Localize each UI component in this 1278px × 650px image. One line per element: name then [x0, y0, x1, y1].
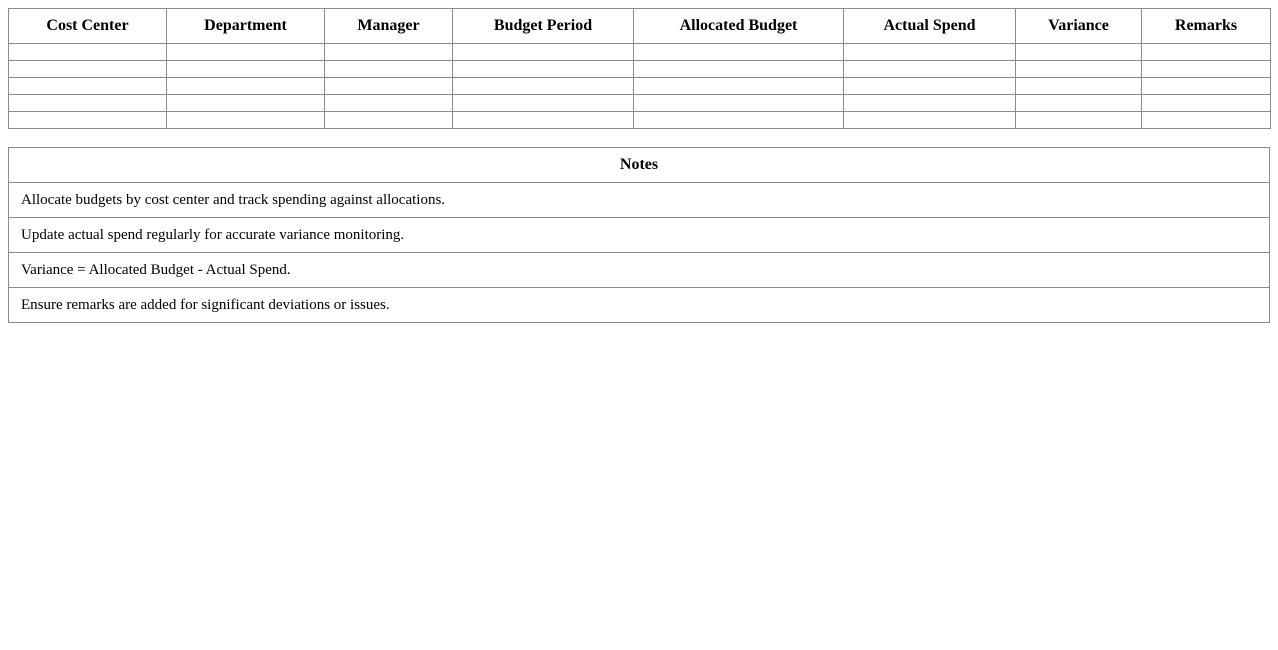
table-cell[interactable] [634, 112, 844, 129]
note-item: Allocate budgets by cost center and track spending against allocations. [9, 183, 1270, 218]
table-cell[interactable] [9, 61, 167, 78]
note-item: Update actual spend regularly for accurate variance monitoring. [9, 218, 1270, 253]
document-body [8, 8, 1270, 323]
table-cell[interactable] [634, 61, 844, 78]
table-cell[interactable] [1016, 44, 1142, 61]
note-item: Variance = Allocated Budget - Actual Spend. [9, 253, 1270, 288]
table-cell[interactable] [325, 61, 453, 78]
note-row [9, 253, 1270, 288]
table-cell[interactable] [634, 95, 844, 112]
table-cell[interactable] [453, 112, 634, 129]
header-row [9, 9, 1271, 44]
table-row [9, 78, 1271, 95]
notes-table [8, 147, 1270, 323]
table-cell[interactable] [453, 44, 634, 61]
table-cell[interactable] [1016, 95, 1142, 112]
column-header-actual-spend: Actual Spend [844, 9, 1016, 44]
table-cell[interactable] [634, 44, 844, 61]
table-cell[interactable] [167, 95, 325, 112]
table-cell[interactable] [1142, 61, 1271, 78]
note-item: Ensure remarks are added for significant deviations or issues. [9, 288, 1270, 323]
column-header-allocated-budget: Allocated Budget [634, 9, 844, 44]
table-cell[interactable] [453, 78, 634, 95]
table-cell[interactable] [1142, 112, 1271, 129]
table-cell[interactable] [844, 44, 1016, 61]
table-cell[interactable] [325, 78, 453, 95]
table-cell[interactable] [844, 95, 1016, 112]
note-row [9, 288, 1270, 323]
note-row [9, 218, 1270, 253]
table-cell[interactable] [167, 44, 325, 61]
table-cell[interactable] [9, 78, 167, 95]
budget-table [8, 8, 1271, 129]
column-header-manager: Manager [325, 9, 453, 44]
table-cell[interactable] [9, 95, 167, 112]
column-header-department: Department [167, 9, 325, 44]
table-cell[interactable] [1016, 78, 1142, 95]
table-row [9, 95, 1271, 112]
column-header-variance: Variance [1016, 9, 1142, 44]
table-cell[interactable] [167, 61, 325, 78]
table-cell[interactable] [325, 112, 453, 129]
table-cell[interactable] [634, 78, 844, 95]
table-cell[interactable] [453, 61, 634, 78]
table-row [9, 61, 1271, 78]
table-cell[interactable] [844, 78, 1016, 95]
notes-title: Notes [9, 148, 1270, 183]
table-cell[interactable] [1142, 95, 1271, 112]
note-row [9, 183, 1270, 218]
notes-header-row [9, 148, 1270, 183]
table-cell[interactable] [1142, 78, 1271, 95]
table-cell[interactable] [9, 112, 167, 129]
table-cell[interactable] [325, 95, 453, 112]
table-row [9, 44, 1271, 61]
column-header-cost-center: Cost Center [9, 9, 167, 44]
table-cell[interactable] [1016, 61, 1142, 78]
column-header-remarks: Remarks [1142, 9, 1271, 44]
table-cell[interactable] [844, 61, 1016, 78]
table-cell[interactable] [1142, 44, 1271, 61]
table-cell[interactable] [844, 112, 1016, 129]
table-cell[interactable] [9, 44, 167, 61]
table-row [9, 112, 1271, 129]
table-cell[interactable] [453, 95, 634, 112]
table-cell[interactable] [167, 112, 325, 129]
table-cell[interactable] [1016, 112, 1142, 129]
column-header-budget-period: Budget Period [453, 9, 634, 44]
table-cell[interactable] [325, 44, 453, 61]
table-cell[interactable] [167, 78, 325, 95]
